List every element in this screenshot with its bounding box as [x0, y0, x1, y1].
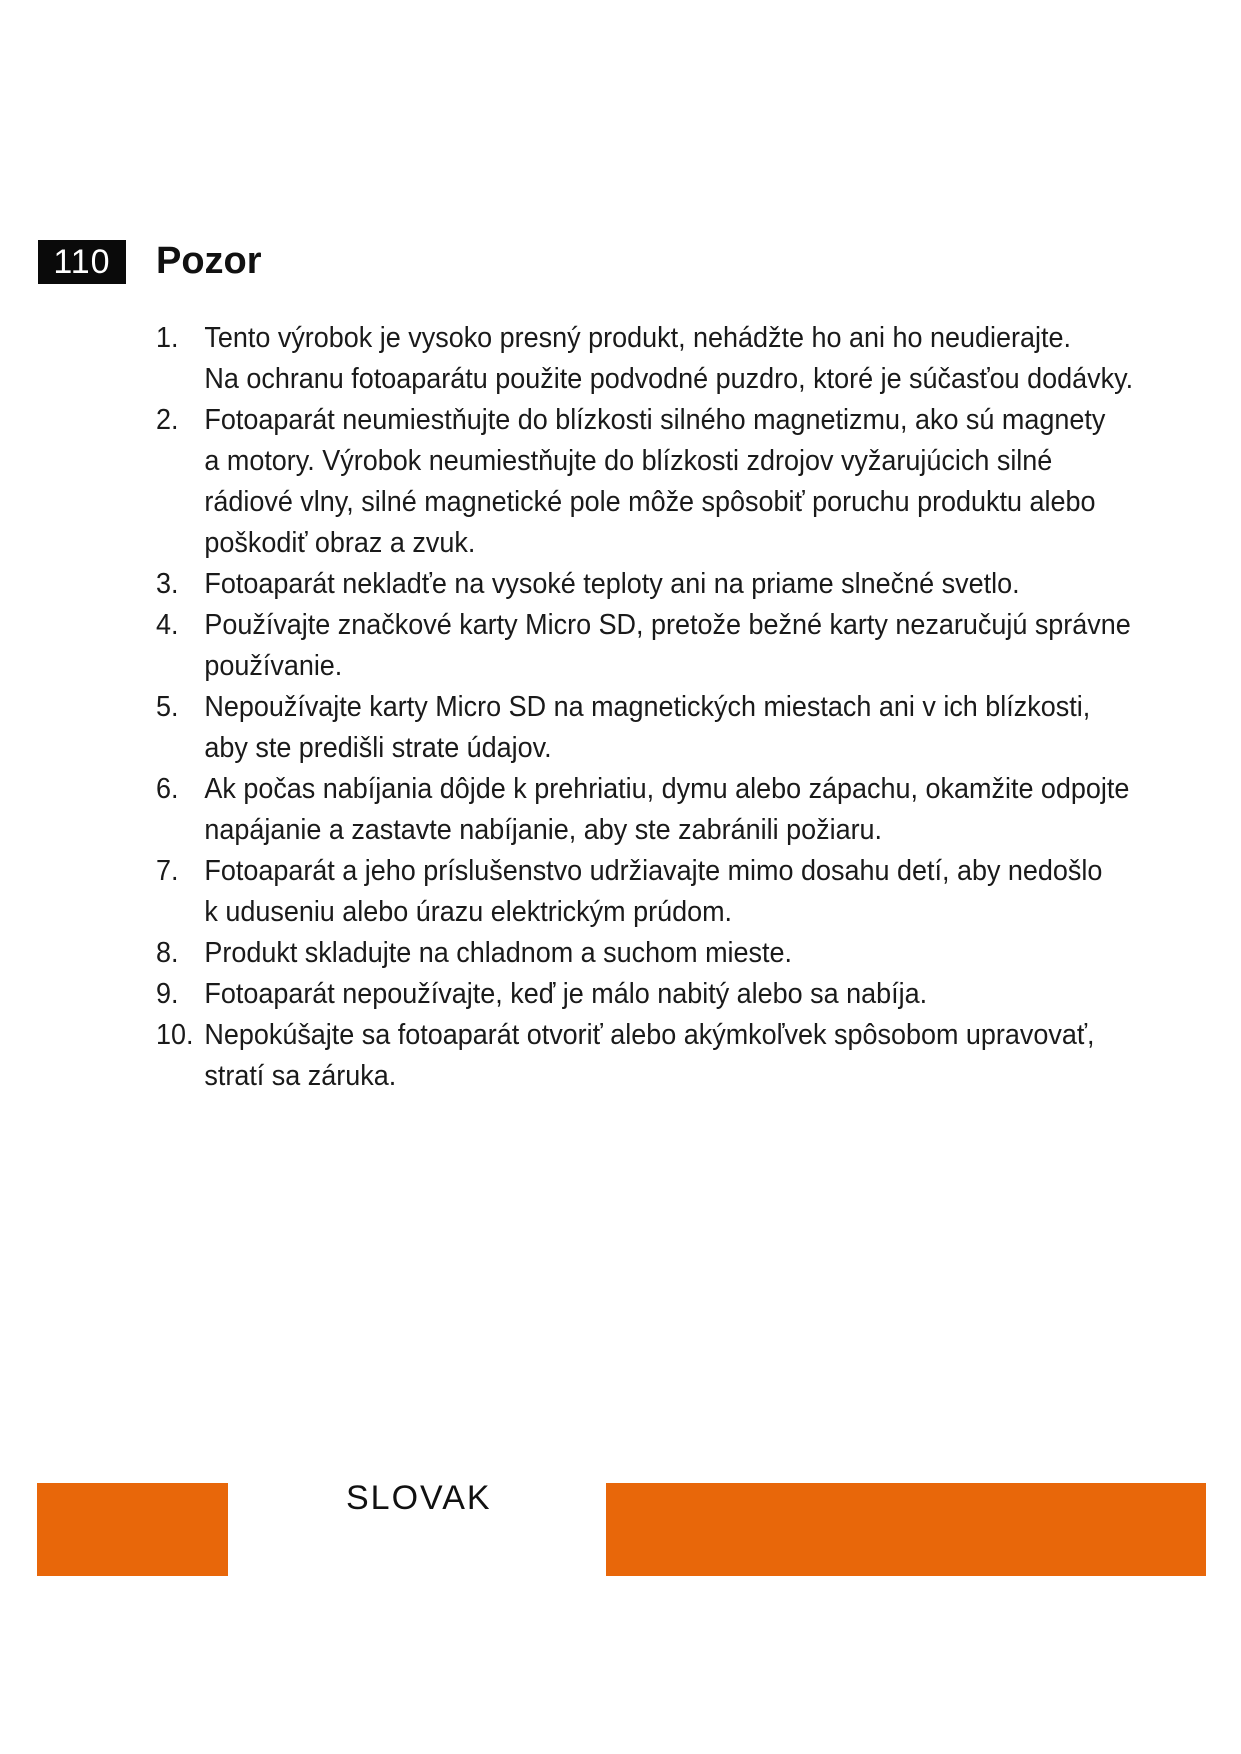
item-line: k uduseniu alebo úrazu elektrickým prúdom.: [204, 896, 733, 928]
item-number: 1.: [156, 322, 179, 354]
item-text: [204, 400, 1166, 564]
item-text: [204, 318, 1166, 400]
list-item: [156, 605, 1166, 687]
list-item: [156, 1015, 1166, 1097]
item-line: Nepoužívajte karty Micro SD na magnetických miestach ani v ich blízkosti,: [204, 691, 1091, 723]
page-title: Pozor: [156, 240, 262, 282]
item-text: [204, 933, 1166, 974]
item-line: stratí sa záruka.: [204, 1060, 397, 1092]
item-text: [204, 1015, 1166, 1097]
item-line: napájanie a zastavte nabíjanie, aby ste zabránili požiaru.: [204, 814, 883, 846]
item-line: aby ste predišli strate údajov.: [204, 732, 552, 764]
list-item: [156, 687, 1166, 769]
item-number: 7.: [156, 855, 179, 887]
item-text: [204, 605, 1166, 687]
item-line: Ak počas nabíjania dôjde k prehriatiu, dymu alebo zápachu, okamžite odpojte: [204, 773, 1130, 805]
list-item: [156, 318, 1166, 400]
item-line: Nepokúšajte sa fotoaparát otvoriť alebo akýmkoľvek spôsobom upravovať,: [204, 1019, 1095, 1051]
warning-list: [156, 318, 1166, 1097]
list-item: [156, 851, 1166, 933]
item-text: [204, 974, 1166, 1015]
item-line: Tento výrobok je vysoko presný produkt, nehádžte ho ani ho neudierajte.: [204, 322, 1071, 354]
footer-language-label: SLOVAK: [346, 1479, 492, 1517]
page-number: 110: [38, 240, 126, 284]
item-number: 10.: [156, 1019, 194, 1051]
item-text: [204, 851, 1166, 933]
list-item: [156, 974, 1166, 1015]
item-number: 6.: [156, 773, 179, 805]
item-text: [204, 687, 1166, 769]
list-item: [156, 564, 1166, 605]
item-line: Produkt skladujte na chladnom a suchom mieste.: [204, 937, 793, 969]
item-number: 3.: [156, 568, 179, 600]
item-number: 2.: [156, 404, 179, 436]
item-line: poškodiť obraz a zvuk.: [204, 527, 476, 559]
item-line: používanie.: [204, 650, 343, 682]
item-line: rádiové vlny, silné magnetické pole môže spôsobiť poruchu produktu alebo: [204, 486, 1096, 518]
item-line: Fotoaparát neumiestňujte do blízkosti silného magnetizmu, ako sú magnety: [204, 404, 1106, 436]
item-line: a motory. Výrobok neumiestňujte do blízkosti zdrojov vyžarujúcich silné: [204, 445, 1053, 477]
item-line: Fotoaparát a jeho príslušenstvo udržiavajte mimo dosahu detí, aby nedošlo: [204, 855, 1103, 887]
item-line: Fotoaparát nekladťe na vysoké teploty ani na priame slnečné svetlo.: [204, 568, 1020, 600]
item-number: 8.: [156, 937, 179, 969]
item-number: 4.: [156, 609, 179, 641]
item-number: 5.: [156, 691, 179, 723]
item-text: [204, 769, 1166, 851]
item-line: Fotoaparát nepoužívajte, keď je málo nabitý alebo sa nabíja.: [204, 978, 928, 1010]
list-item: [156, 769, 1166, 851]
footer-bar-left: [37, 1483, 228, 1576]
list-item: [156, 400, 1166, 564]
item-number: 9.: [156, 978, 179, 1010]
item-line: Na ochranu fotoaparátu použite podvodné puzdro, ktoré je súčasťou dodávky.: [204, 363, 1134, 395]
footer-bar-right: [606, 1483, 1206, 1576]
item-line: Používajte značkové karty Micro SD, pretože bežné karty nezaručujú správne: [204, 609, 1131, 641]
list-item: [156, 933, 1166, 974]
item-text: [204, 564, 1166, 605]
